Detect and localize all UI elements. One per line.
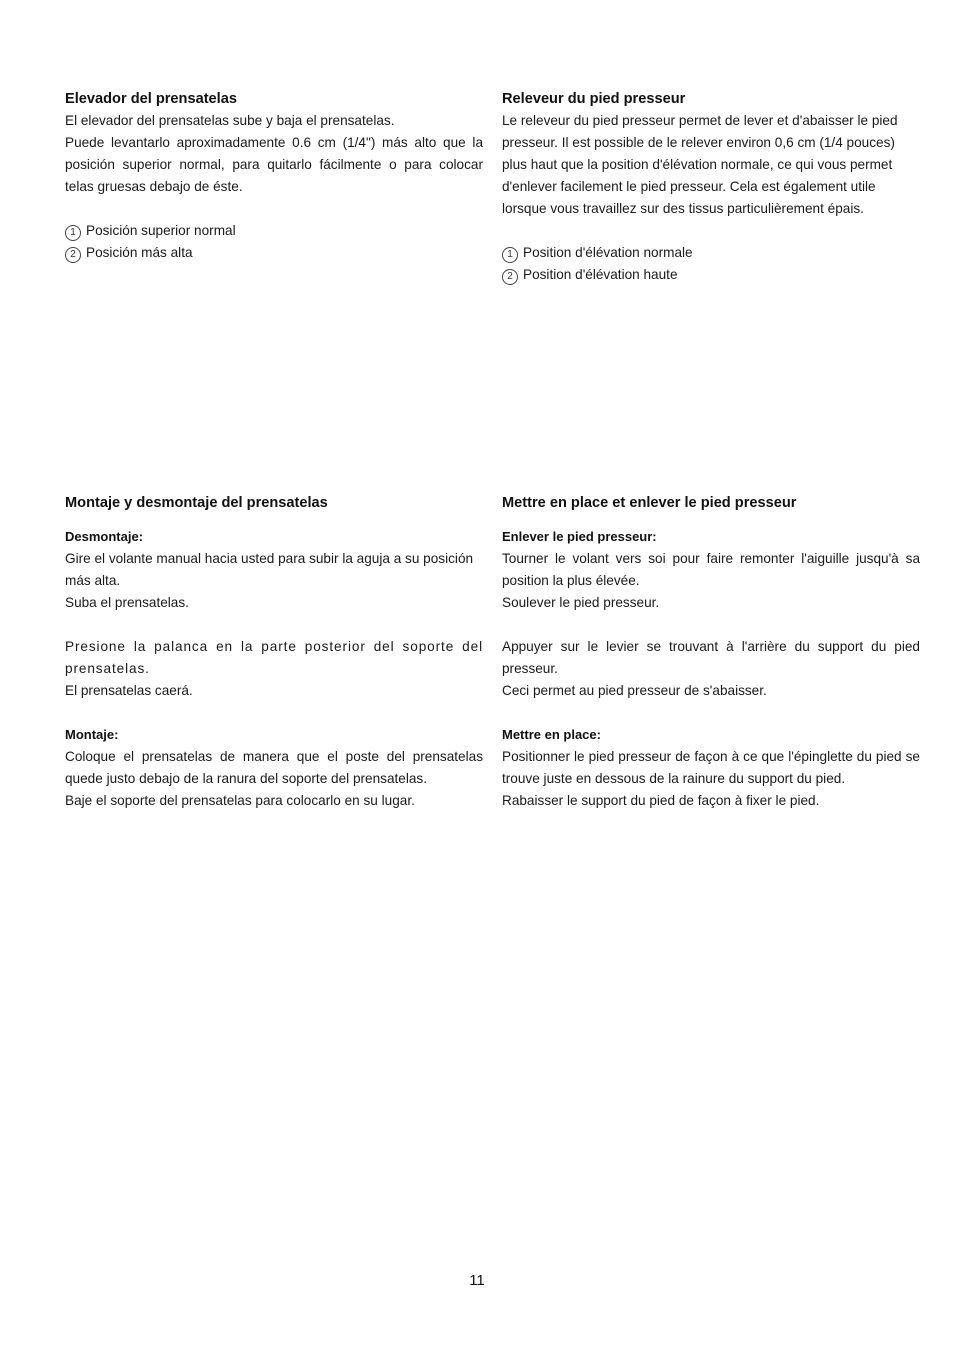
list-item <box>502 264 920 286</box>
paragraph: Positionner le pied presseur de façon à ce que l'épinglette du pied se trouve juste en dessous de la rainure du support du pied. <box>502 749 920 786</box>
paragraph: Soulever le pied presseur. <box>502 595 660 610</box>
list-item <box>502 242 920 264</box>
paragraph: Appuyer sur le levier se trouvant à l'arrière du support du pied presseur. <box>502 639 920 676</box>
section-title: Mettre en place et enlever le pied presseur <box>502 495 797 511</box>
section-attach-remove-foot-es <box>65 492 483 812</box>
paragraph: Le releveur du pied presseur permet de lever et d'abaisser le pied presseur. Il est possible de le relever environ 0,6 cm (1/4 pouces) plus haut que la position d'élévation normale, ce qui vous permet d'enlever facilement le pied presseur. Cela est également utile lorsque vous travaillez sur des tissus particulièrement épais. <box>502 113 898 216</box>
section-title: Montaje y desmontaje del prensatelas <box>65 495 328 511</box>
subheading-removal: Desmontaje: <box>65 529 144 544</box>
circled-number-marker: 2 <box>65 247 81 263</box>
section-attach-remove-foot-fr <box>502 492 920 812</box>
page-number: 11 <box>469 1272 485 1289</box>
list-item <box>65 220 483 242</box>
paragraph: Rabaisser le support du pied de façon à fixer le pied. <box>502 793 820 808</box>
subheading-removal: Enlever le pied presseur: <box>502 529 657 544</box>
list-item-text: Posición más alta <box>86 245 193 260</box>
subheading-attachment: Mettre en place: <box>502 727 601 742</box>
paragraph: Gire el volante manual hacia usted para subir la aguja a su posición más alta. <box>65 551 474 588</box>
list-item <box>65 242 483 264</box>
subheading-attachment: Montaje: <box>65 727 119 742</box>
circled-number-marker: 2 <box>502 269 518 285</box>
paragraph: Baje el soporte del prensatelas para colocarlo en su lugar. <box>65 793 415 808</box>
paragraph: Puede levantarlo aproximadamente 0.6 cm (1/4") más alto que la posición superior normal, para quitarlo fácilmente o para colocar telas gruesas debajo de éste. <box>65 135 483 194</box>
paragraph: El prensatelas caerá. <box>65 683 193 698</box>
section-title: Elevador del prensatelas <box>65 91 237 107</box>
list-item-text: Position d'élévation normale <box>523 245 693 260</box>
circled-number-marker: 1 <box>502 247 518 263</box>
section-title: Releveur du pied presseur <box>502 91 686 107</box>
list-item-text: Position d'élévation haute <box>523 267 678 282</box>
paragraph: Suba el prensatelas. <box>65 595 189 610</box>
circled-number-marker: 1 <box>65 225 81 241</box>
section-presser-lifter-es <box>65 88 483 264</box>
paragraph: Tourner le volant vers soi pour faire remonter l'aiguille jusqu'à sa position la plus élevée. <box>502 551 920 588</box>
paragraph: El elevador del prensatelas sube y baja el prensatelas. <box>65 113 395 128</box>
paragraph: Ceci permet au pied presseur de s'abaisser. <box>502 683 767 698</box>
list-item-text: Posición superior normal <box>86 223 236 238</box>
paragraph: Presione la palanca en la parte posterior del soporte del prensatelas. <box>65 639 483 676</box>
paragraph: Coloque el prensatelas de manera que el poste del prensatelas quede justo debajo de la ranura del soporte del prensatelas. <box>65 749 483 786</box>
section-presser-lifter-fr <box>502 88 920 286</box>
